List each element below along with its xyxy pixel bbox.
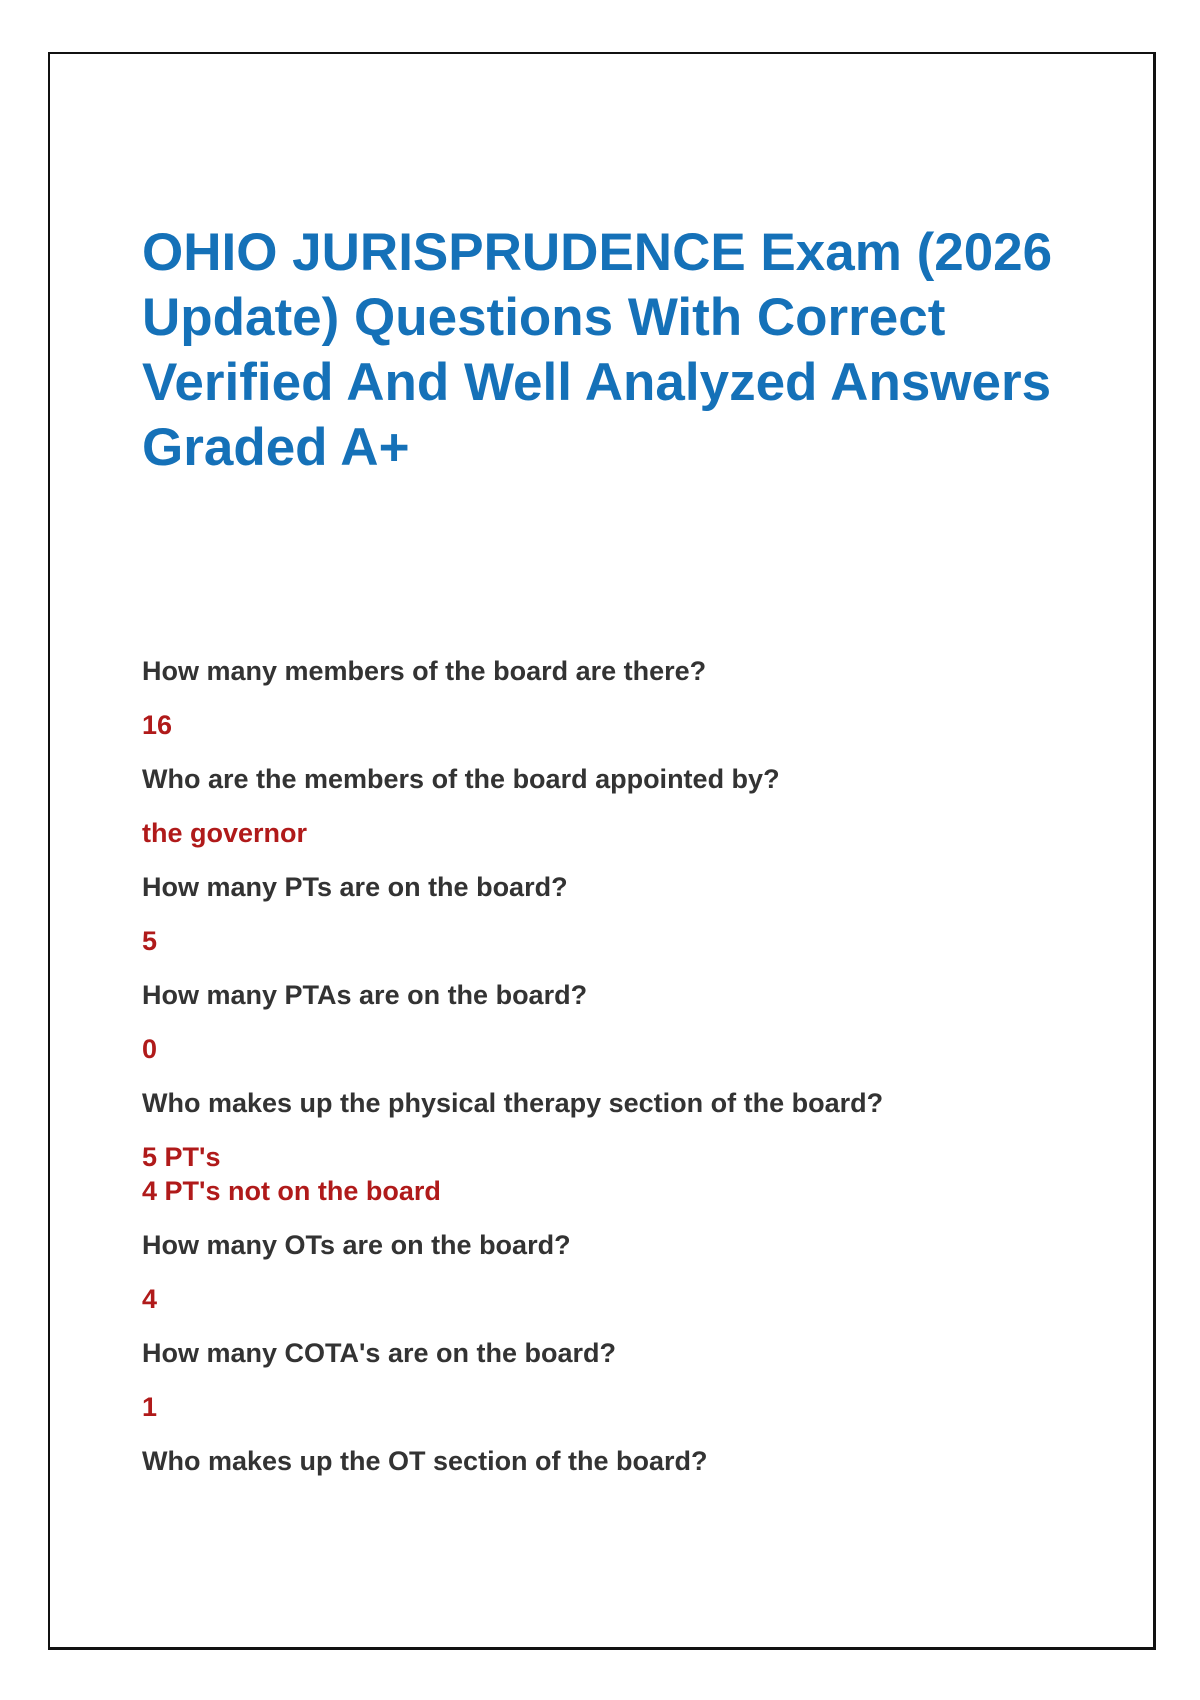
question-text: How many OTs are on the board? [142, 1230, 571, 1260]
answer-line: 5 PT's [142, 1142, 221, 1172]
qa-item [142, 978, 1102, 1066]
answer-line: 4 [142, 1284, 158, 1314]
qa-item [142, 1228, 1102, 1316]
qa-item [142, 1086, 1102, 1208]
answer-line: 0 [142, 1034, 158, 1064]
answer-line: 1 [142, 1392, 158, 1422]
question-text: Who are the members of the board appointed by? [142, 764, 780, 794]
answer-text [142, 708, 1102, 742]
question-text: Who makes up the OT section of the board? [142, 1446, 708, 1476]
question-text: How many COTA's are on the board? [142, 1338, 616, 1368]
question-text: How many PTAs are on the board? [142, 980, 588, 1010]
question-text: Who makes up the physical therapy section of the board? [142, 1088, 884, 1118]
qa-item [142, 1444, 1102, 1478]
answer-line: the governor [142, 818, 308, 848]
question-text: How many members of the board are there? [142, 656, 707, 686]
answer-text [142, 1140, 1102, 1208]
answer-text [142, 1390, 1102, 1424]
document-title: OHIO JURISPRUDENCE Exam (2026 Update) Questions With Correct Verified And Well Analyzed Answers Graded A+ [142, 223, 1053, 477]
qa-item [142, 762, 1102, 850]
question-text: How many PTs are on the board? [142, 872, 568, 902]
answer-text [142, 1032, 1102, 1066]
answer-line: 4 PT's not on the board [142, 1176, 441, 1206]
answer-line: 16 [142, 710, 173, 740]
answer-text [142, 1282, 1102, 1316]
qa-item [142, 1336, 1102, 1424]
answer-text [142, 816, 1102, 850]
qa-item [142, 870, 1102, 958]
qa-list [142, 654, 1102, 1498]
answer-line: 5 [142, 926, 158, 956]
answer-text [142, 924, 1102, 958]
qa-item [142, 654, 1102, 742]
document-page [48, 52, 1156, 1650]
